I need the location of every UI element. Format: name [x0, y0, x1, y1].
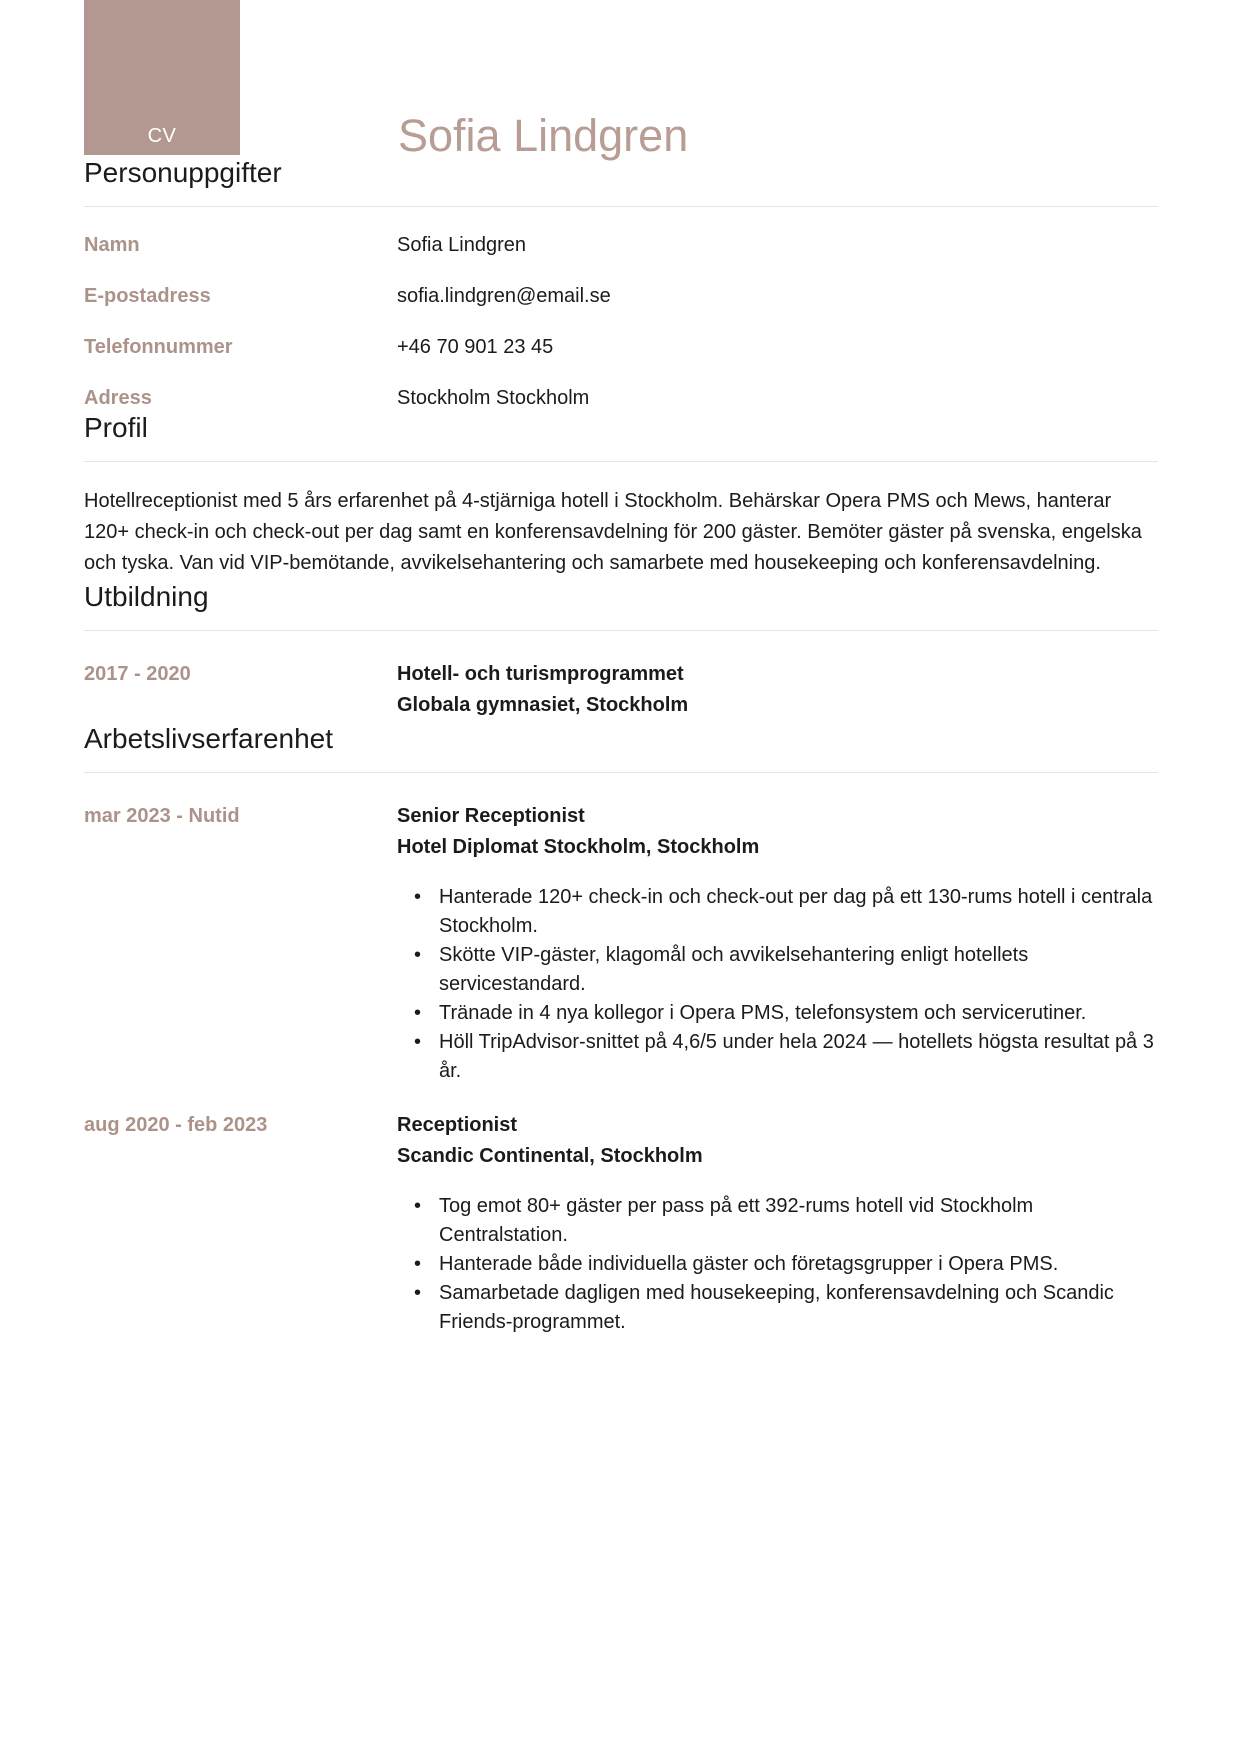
section-education — [84, 579, 1158, 721]
experience-entry — [84, 801, 1158, 1086]
profile-text: Hotellreceptionist med 5 års erfarenhet på 4-stjärniga hotell i Stockholm. Behärskar Opera PMS och Mews, hanterar 120+ check-in och check-out per dag samt en konferensavdelning för 200 gäster. Bemöter gäster på svenska, engelska och tyska. Van vid VIP-bemötande, avvikelsehantering och samarbete med housekeeping och konferensavdelning. — [84, 490, 1142, 574]
experience-employer: Scandic Continental, Stockholm — [397, 1145, 703, 1167]
section-experience — [84, 721, 1158, 1337]
section-divider — [84, 630, 1158, 631]
education-school: Globala gymnasiet, Stockholm — [397, 694, 689, 716]
bullet-item: • Skötte VIP-gäster, klagomål och avvikelsehantering enligt hotellets servicestandard. — [397, 941, 1158, 999]
experience-bullets — [397, 1192, 1158, 1337]
experience-period: aug 2020 - feb 2023 — [84, 1114, 268, 1136]
section-profile — [84, 410, 1158, 579]
header — [84, 0, 1158, 161]
field-label: Adress — [84, 387, 152, 409]
field-label: Namn — [84, 234, 140, 256]
education-entry — [84, 659, 1158, 721]
section-title-experience: Arbetslivserfarenhet — [84, 723, 334, 754]
experience-period: mar 2023 - Nutid — [84, 805, 240, 827]
section-divider — [84, 461, 1158, 462]
field-row-address — [84, 387, 1158, 410]
field-value: Stockholm Stockholm — [397, 387, 590, 409]
bullet-item: • Tränade in 4 nya kollegor i Opera PMS, telefonsystem och servicerutiner. — [397, 999, 1158, 1028]
experience-bullets — [397, 883, 1158, 1086]
field-value: Sofia Lindgren — [397, 234, 526, 256]
experience-entry — [84, 1110, 1158, 1337]
section-title-profile: Profil — [84, 412, 148, 443]
education-details — [397, 659, 1158, 721]
field-label: E-postadress — [84, 285, 211, 307]
experience-details — [397, 801, 1158, 1086]
experience-employer: Hotel Diplomat Stockholm, Stockholm — [397, 836, 760, 858]
section-title-personal: Personuppgifter — [84, 157, 282, 188]
field-row-phone — [84, 336, 1158, 359]
personal-fields — [84, 234, 1158, 410]
experience-details — [397, 1110, 1158, 1337]
experience-role: Senior Receptionist — [397, 805, 585, 827]
section-divider — [84, 206, 1158, 207]
bullet-item: • Höll TripAdvisor-snittet på 4,6/5 under hela 2024 — hotellets högsta resultat på 3 år. — [397, 1028, 1158, 1086]
bullet-item: • Hanterade 120+ check-in och check-out per dag på ett 130-rums hotell i centrala Stockholm. — [397, 883, 1158, 941]
bullet-item: • Hanterade både individuella gäster och företagsgrupper i Opera PMS. — [397, 1250, 1158, 1279]
education-program: Hotell- och turismprogrammet — [397, 663, 684, 685]
cv-badge — [84, 0, 240, 155]
field-row-name — [84, 234, 1158, 257]
bullet-item: • Tog emot 80+ gäster per pass på ett 392-rums hotell vid Stockholm Centralstation. — [397, 1192, 1158, 1250]
section-divider — [84, 772, 1158, 773]
experience-role: Receptionist — [397, 1114, 518, 1136]
field-row-email — [84, 285, 1158, 308]
page-title: Sofia Lindgren — [398, 110, 689, 161]
section-personal — [84, 155, 1158, 410]
education-period: 2017 - 2020 — [84, 663, 191, 685]
field-value: sofia.lindgren@email.se — [397, 285, 611, 307]
section-title-education: Utbildning — [84, 581, 209, 612]
field-value: +46 70 901 23 45 — [397, 336, 554, 358]
bullet-item: • Samarbetade dagligen med housekeeping, konferensavdelning och Scandic Friends-programmet. — [397, 1279, 1158, 1337]
field-label: Telefonnummer — [84, 336, 233, 358]
cv-badge-label: CV — [147, 125, 177, 147]
